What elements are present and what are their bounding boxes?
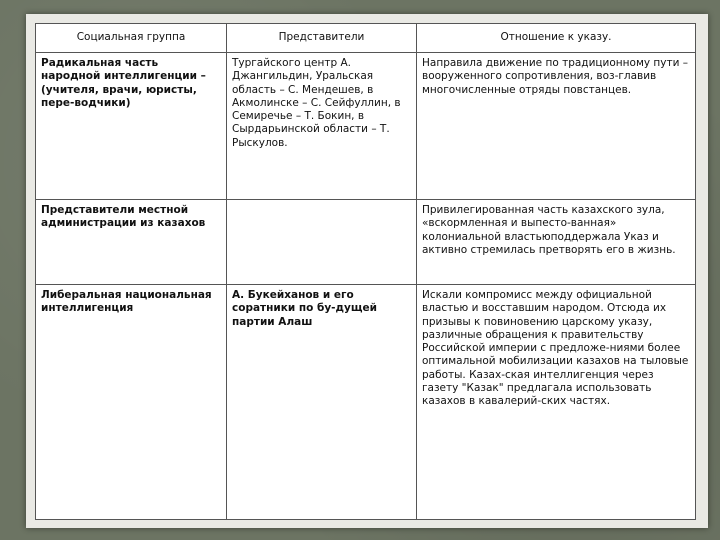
row-2-representatives <box>227 200 417 285</box>
table-row <box>36 200 696 285</box>
row-3-representatives: А. Букейханов и его соратники по бу-дущей партии Алаш <box>227 285 417 520</box>
table-header-row <box>36 24 696 53</box>
header-representatives: Представители <box>227 24 417 53</box>
row-3-attitude: Искали компромисс между официальной властью и восставшим народом. Отсюда их призывы к повиновению царскому указу, различные обращения к правительству Российской империи с предложе-ниями более оптимальной мобилизации казахов на тыловые работы. Казах-ская интеллигенция через газету "Казак" предлагала использовать казахов в кавалерий-ских частях. <box>417 285 696 520</box>
header-social-group: Социальная группа <box>36 24 227 53</box>
table-row <box>36 53 696 200</box>
row-1-representatives: Тургайского центр А. Джангильдин, Уральская область – С. Мендешев, в Акмолинске – С. Сейфуллин, в Семиречье – Т. Бокин, в Сырдарьинской области – Т. Рыскулов. <box>227 53 417 200</box>
row-1-attitude: Направила движение по традиционному пути – вооруженного сопротивления, воз-главив многочисленные отряды повстанцев. <box>417 53 696 200</box>
row-2-group: Представители местной администрации из казахов <box>36 200 227 285</box>
row-3-group: Либеральная национальная интеллигенция <box>36 285 227 520</box>
row-2-attitude: Привилегированная часть казахского зула, «вскормленная и выпесто-ванная» колониальной властьюподдержала Указ и активно стремилась претворять его в жизнь. <box>417 200 696 285</box>
social-groups-table <box>35 23 696 520</box>
table-row <box>36 285 696 520</box>
header-attitude: Отношение к указу. <box>417 24 696 53</box>
row-1-group: Радикальная часть народной интеллигенции – (учителя, врачи, юристы, пере-водчики) <box>36 53 227 200</box>
